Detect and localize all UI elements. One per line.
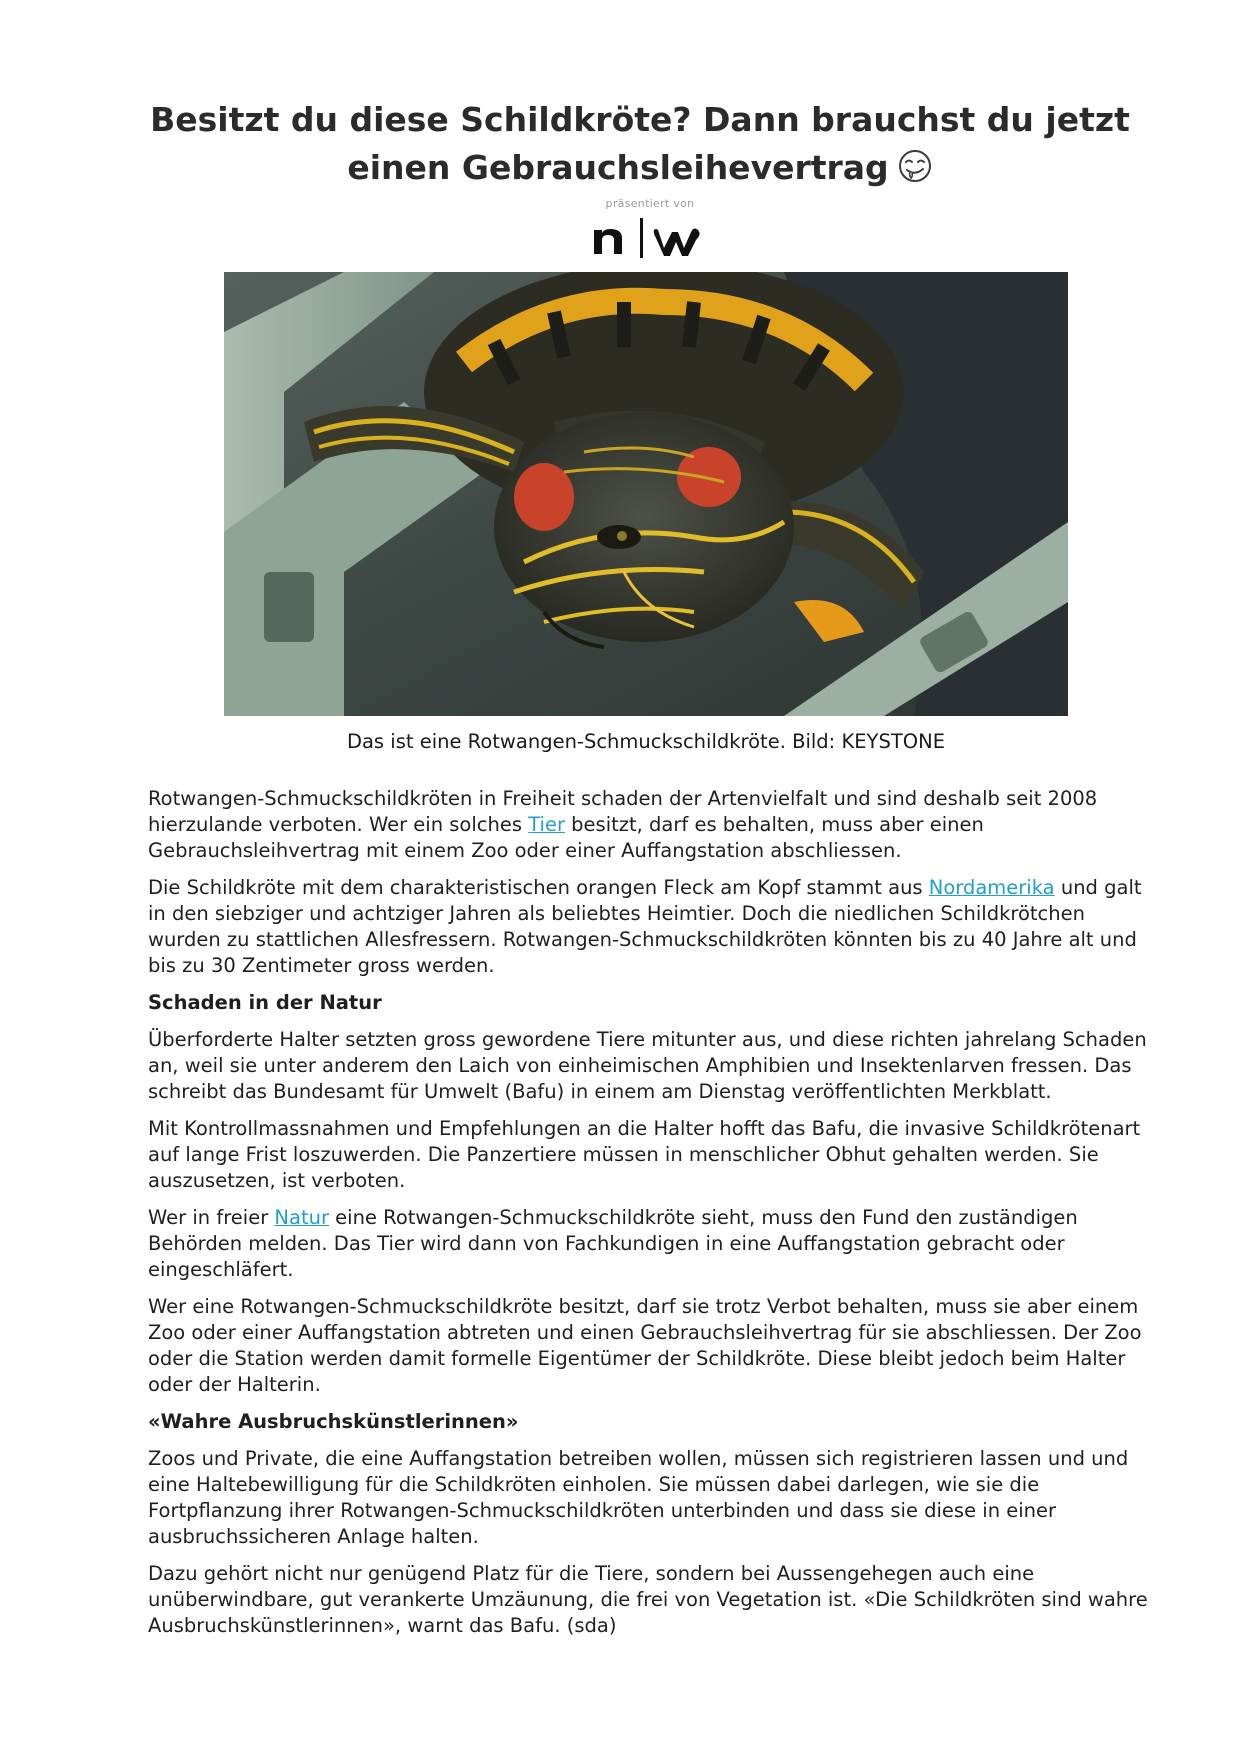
paragraph-1-text-a: Rotwangen-Schmuckschildkröten in Freiheit schaden der Artenvielfalt und sind deshalb seit 2008 hierzulande verboten. Wer ein solches [148, 787, 1098, 836]
paragraph-1 [148, 786, 1148, 864]
link-natur[interactable]: Natur [274, 1206, 329, 1229]
link-nordamerika[interactable]: Nordamerika [928, 876, 1055, 899]
paragraph-5-text-b: eine Rotwangen-Schmuckschildkröte sieht, muss den Fund den zuständigen Behörden melden. Das Tier wird dann von Fachkundigen in eine Auffangstation gebracht oder eingeschläfert. [148, 1206, 1078, 1281]
image-caption: Das ist eine Rotwangen-Schmuckschildkröte. Bild: KEYSTONE [346, 730, 946, 753]
turtle-photo [224, 272, 1068, 716]
paragraph-2-text-b: und galt in den siebziger und achtziger Jahren als beliebtes Heimtier. Doch die niedlichen Schildkrötchen wurden zu stattlichen Allesfressern. Rotwangen-Schmuckschildkröten könnten bis zu 40 Jahre alt und bis zu 30 Zentimeter gross werden. [148, 876, 1142, 977]
subheading-schaden: Schaden in der Natur [148, 991, 382, 1014]
headline-line-2 [140, 144, 1140, 192]
paragraph-5-text-a: Wer in freier [148, 1206, 275, 1229]
paragraph-2-text-a: Die Schildkröte mit dem charakteristischen orangen Fleck am Kopf stammt aus [148, 876, 929, 899]
headline [140, 96, 1140, 192]
paragraph-7: Zoos und Private, die eine Auffangstation betreiben wollen, müssen sich registrieren lassen und und eine Haltebewilligung für die Schildkröten einholen. Sie müssen dabei darlegen, wie sie die Fortpflanzung ihrer Rotwangen-Schmuckschildkröten unterbinden und dass sie diese in einer ausbruchssicheren Anlage halten. [148, 1447, 1129, 1548]
drooling-face-emoji-icon [897, 148, 933, 184]
turtle-illustration [224, 272, 1068, 716]
paragraph-1-text-b: besitzt, darf es behalten, muss aber einen Gebrauchsleihvertrag mit einem Zoo oder einer Auffangstation abschliessen. [148, 813, 984, 862]
headline-line-1: Besitzt du diese Schildkröte? Dann brauchst du jetzt [150, 100, 1130, 139]
subheading-ausbruch: «Wahre Ausbruchskünstlerinnen» [148, 1410, 519, 1433]
presented-by-label: präsentiert von [605, 197, 695, 210]
paragraph-5 [148, 1205, 1148, 1283]
link-tier[interactable]: Tier [528, 813, 565, 836]
fhnw-logo-icon [588, 214, 712, 260]
paragraph-8: Dazu gehört nicht nur genügend Platz für die Tiere, sondern bei Aussengehegen auch eine unüberwindbare, gut verankerte Umzäunung, die frei von Vegetation ist. «Die Schildkröten sind wahre Ausbruchskünstlerinnen», warnt das Bafu. (sda) [148, 1562, 1148, 1637]
paragraph-6: Wer eine Rotwangen-Schmuckschildkröte besitzt, darf sie trotz Verbot behalten, muss sie aber einem Zoo oder einer Auffangstation abtreten und einen Gebrauchsleihvertrag für sie abschliessen. Der Zoo oder die Station werden damit formelle Eigentümer der Schildkröte. Diese bleibt jedoch beim Halter oder der Halterin. [148, 1295, 1142, 1396]
paragraph-4: Mit Kontrollmassnahmen und Empfehlungen an die Halter hofft das Bafu, die invasive Schildkrötenart auf lange Frist loszuwerden. Die Panzertiere müssen in menschlicher Obhut gehalten werden. Sie auszusetzen, ist verboten. [148, 1117, 1141, 1192]
sponsor-block [585, 197, 715, 260]
paragraph-3: Überforderte Halter setzten gross gewordene Tiere mitunter aus, und diese richten jahrelang Schaden an, weil sie unter anderem den Laich von einheimischen Amphibien und Insektenlarven fressen. Das schreibt das Bundesamt für Umwelt (Bafu) in einem am Dienstag veröffentlichten Merkblatt. [148, 1028, 1147, 1103]
paragraph-2 [148, 875, 1148, 979]
headline-line-2-text: einen Gebrauchsleihevertrag [347, 148, 889, 187]
article-body [148, 786, 1148, 1650]
